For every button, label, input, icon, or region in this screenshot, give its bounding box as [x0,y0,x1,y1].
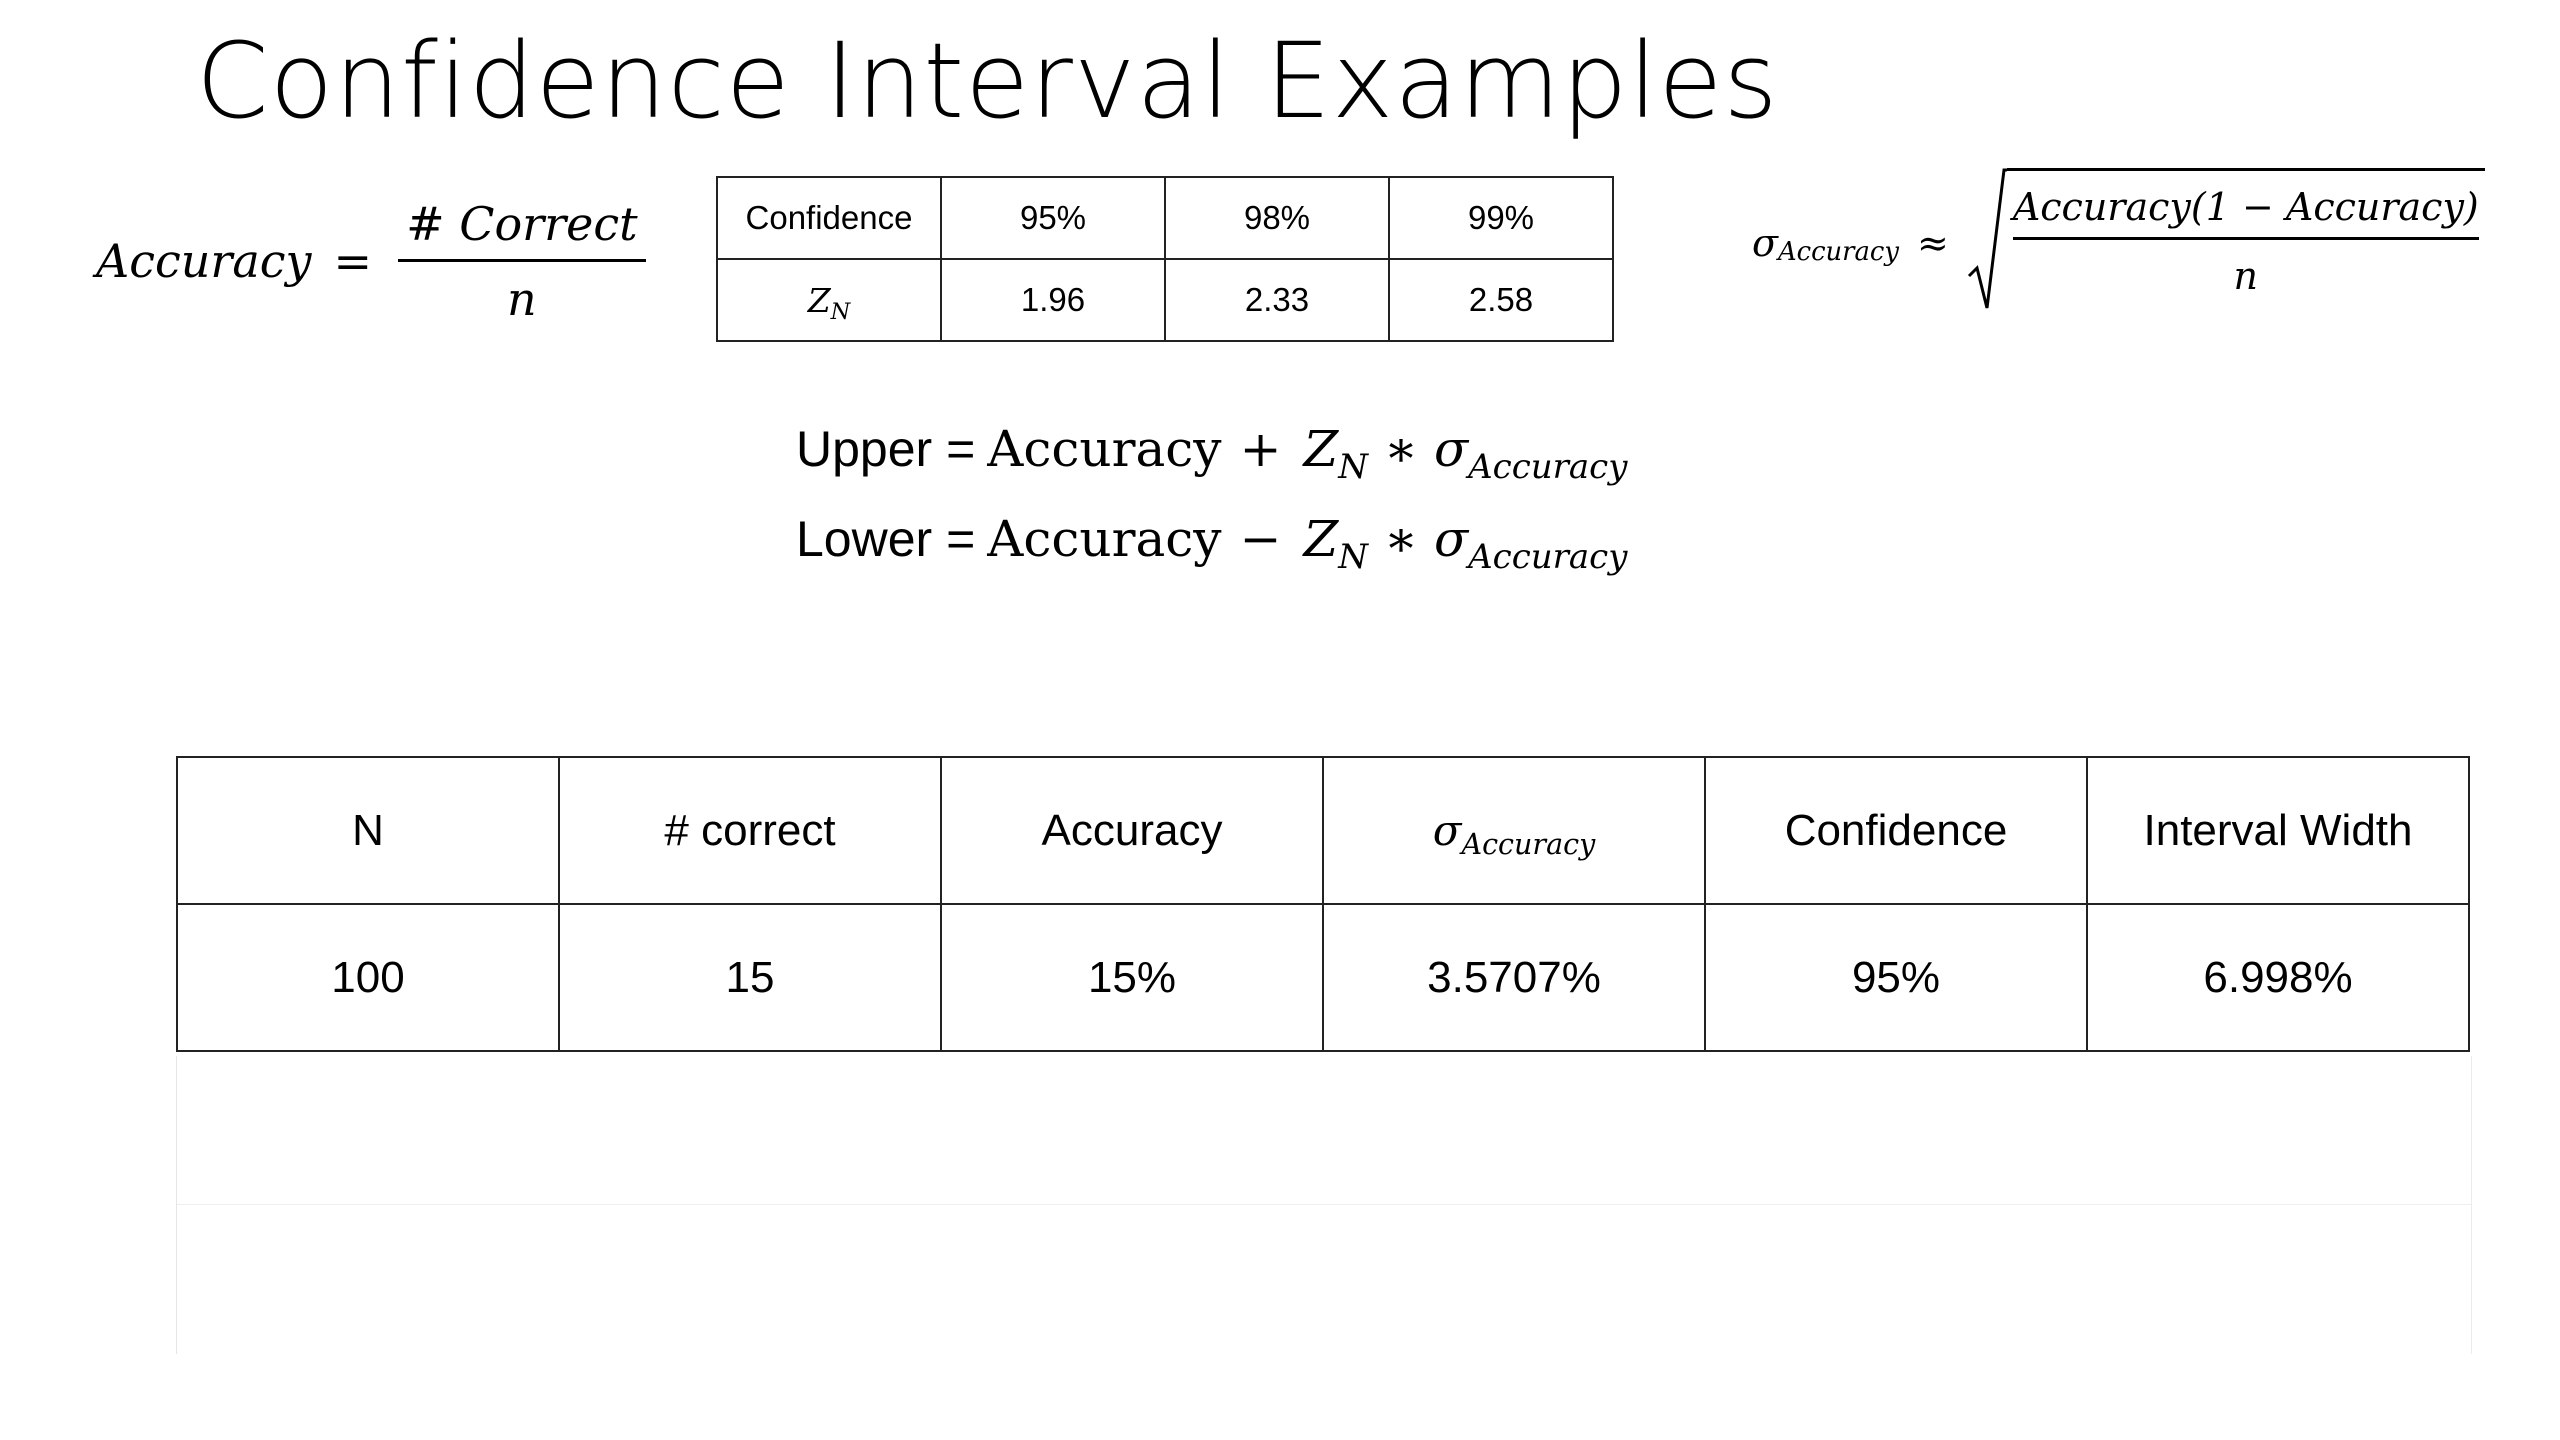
upper-sigma-term [1433,420,1628,487]
sigma-symbol: σ [1432,805,1462,855]
sigma-subscript: Accuracy [1468,446,1628,487]
z-symbol: Z [807,280,831,320]
z-subscript: N [1338,446,1368,487]
z-table-z-label [717,259,941,341]
upper-label: Upper = [796,421,976,477]
cell-correct: 15 [559,904,941,1051]
z-table-confidence-95: 95% [941,177,1165,259]
accuracy-numerator: # Correct [406,196,638,251]
sigma-symbol: σ [1752,221,1778,265]
z-symbol: Z [1303,510,1339,568]
z-subscript: N [830,299,851,326]
upper-plus-sign: + [1239,420,1282,478]
empty-table-area [176,1056,2472,1354]
lower-label: Lower = [796,511,976,567]
accuracy-denominator: n [507,271,537,326]
lower-accuracy: Accuracy [987,510,1222,568]
z-symbol: Z [1303,420,1339,478]
cell-n: 100 [177,904,559,1051]
z-value-table [716,176,1614,342]
cell-accuracy: 15% [941,904,1323,1051]
header-interval-width: Interval Width [2087,757,2469,904]
table-row [177,904,2469,1051]
lower-star: ∗ [1383,510,1418,568]
z-table-confidence-98: 98% [1165,177,1389,259]
sigma-radicand [2007,168,2485,318]
lower-bound-formula [796,510,1628,577]
z-table-confidence-row [717,177,1613,259]
sigma-symbol: σ [1433,510,1469,568]
cell-confidence: 95% [1705,904,2087,1051]
lower-minus-sign: − [1239,510,1282,568]
sigma-subscript: Accuracy [1468,536,1628,577]
sigma-numerator: Accuracy(1 − Accuracy) [2012,185,2479,229]
results-table [176,756,2470,1052]
equals-sign: = [333,234,373,288]
cell-interval-width: 6.998% [2087,904,2469,1051]
faint-divider [177,1204,2471,1205]
header-accuracy: Accuracy [941,757,1323,904]
sigma-denominator: n [2233,254,2259,298]
z-table-confidence-99: 99% [1389,177,1613,259]
sigma-subscript: Accuracy [1461,827,1596,862]
upper-z-term [1303,420,1368,487]
header-n: N [177,757,559,904]
header-sigma [1323,757,1705,904]
upper-star: ∗ [1383,420,1418,478]
header-correct: # correct [559,757,941,904]
upper-accuracy: Accuracy [987,420,1222,478]
z-table-z-row [717,259,1613,341]
sigma-formula [1752,168,2485,318]
z-table-z-196: 1.96 [941,259,1165,341]
sigma-subscript: Accuracy [1777,237,1899,268]
results-header-row [177,757,2469,904]
upper-bound-formula [796,420,1628,487]
z-table-header-label: Confidence [717,177,941,259]
approx-sign: ≈ [1916,221,1949,265]
accuracy-formula [96,196,646,326]
lower-sigma-term [1433,510,1628,577]
header-confidence: Confidence [1705,757,2087,904]
z-subscript: N [1338,536,1368,577]
accuracy-fraction [398,197,646,326]
square-root [1967,168,2485,318]
z-table-z-258: 2.58 [1389,259,1613,341]
lower-z-term [1303,510,1368,577]
radical-sign-icon [1967,168,2007,318]
sigma-header-term [1432,805,1596,862]
cell-sigma: 3.5707% [1323,904,1705,1051]
slide-title: Confidence Interval Examples [196,20,1779,142]
accuracy-formula-lhs: Accuracy [96,234,312,288]
z-table-z-233: 2.33 [1165,259,1389,341]
sigma-symbol: σ [1433,420,1469,478]
